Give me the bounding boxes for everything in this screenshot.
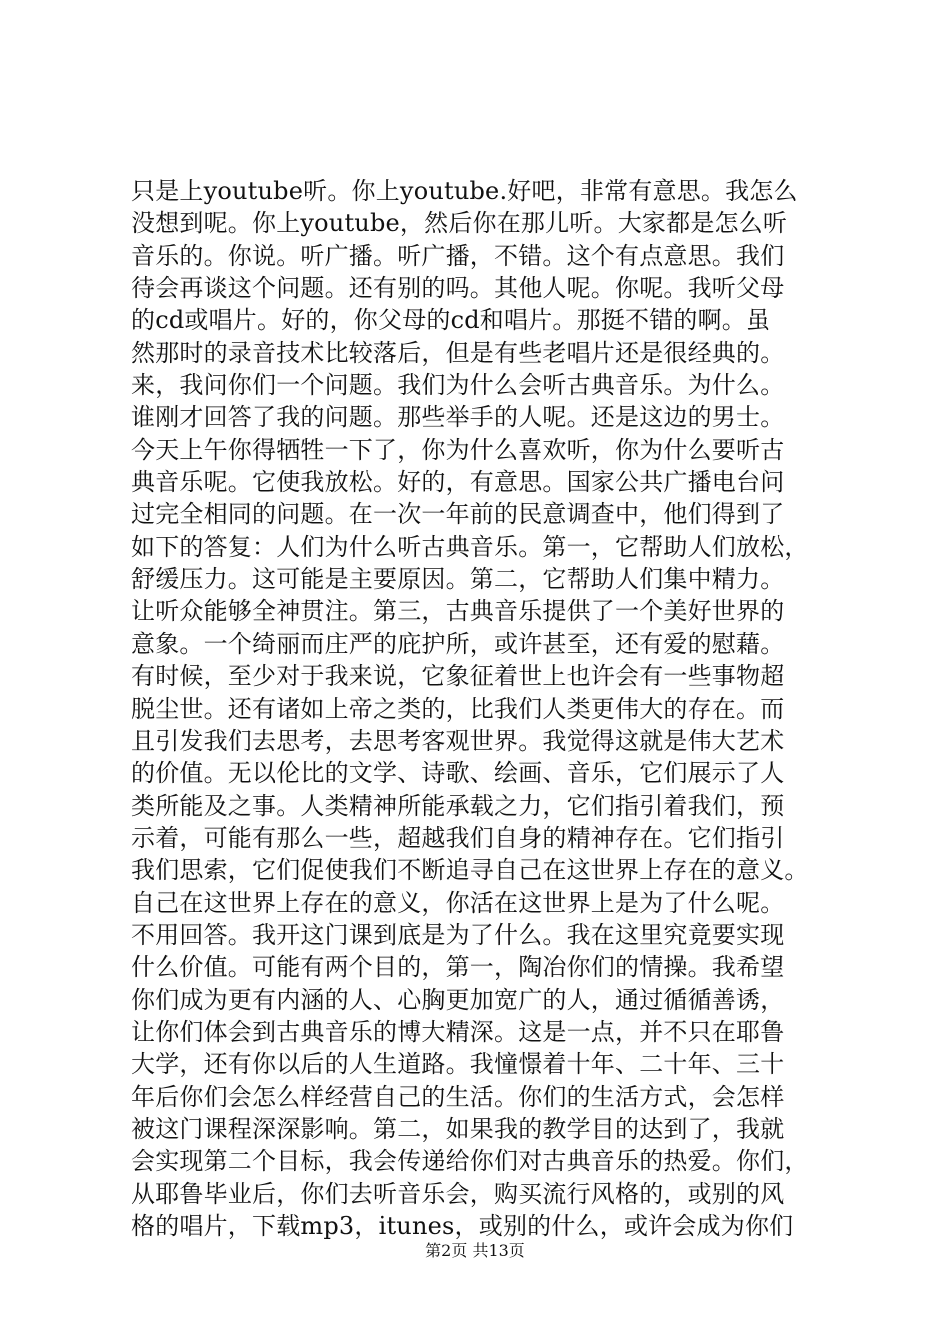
text-line: 只是上youtube听。你上youtube.好吧，非常有意思。我怎么 [131,177,798,205]
text-line: 类所能及之事。人类精神所能承载之力，它们指引着我们，预 [131,791,785,820]
text-line: 有时候，至少对于我来说，它象征着世上也许会有一些事物超 [131,662,785,691]
page-number-footer: 第2页 共13页 [425,1241,525,1260]
text-line: 什么价值。可能有两个目的，第一，陶冶你们的情操。我希望 [131,953,785,982]
text-line: 被这门课程深深影响。第二，如果我的教学目的达到了，我就 [131,1114,785,1143]
text-line: 格的唱片，下载mp3，itunes，或别的什么，或许会成为你们 [131,1212,794,1240]
text-line: 今天上午你得牺牲一下了，你为什么喜欢听，你为什么要听古 [131,435,785,464]
text-line: 谁刚才回答了我的问题。那些举手的人呢。还是这边的男士。 [131,403,785,432]
text-line: 来，我问你们一个问题。我们为什么会听古典音乐。为什么。 [131,371,785,400]
text-line: 没想到呢。你上youtube，然后你在那儿听。大家都是怎么听 [131,209,788,238]
text-line: 示着，可能有那么一些，超越我们自身的精神存在。它们指引 [131,823,785,852]
text-line: 舒缓压力。这可能是主要原因。第二，它帮助人们集中精力。 [131,565,785,594]
text-line: 自己在这世界上存在的意义，你活在这世界上是为了什么呢。 [131,888,785,917]
text-line: 典音乐呢。它使我放松。好的，有意思。国家公共广播电台问 [131,468,785,497]
text-line: 且引发我们去思考，去思考客观世界。我觉得这就是伟大艺术 [131,726,785,755]
text-line: 如下的答复：人们为什么听古典音乐。第一，它帮助人们放松， [131,532,809,561]
text-line: 音乐的。你说。听广播。听广播，不错。这个有点意思。我们 [131,241,785,270]
text-line: 大学，还有你以后的人生道路。我憧憬着十年、二十年、三十 [131,1050,785,1079]
text-line: 年后你们会怎么样经营自己的生活。你们的生活方式，会怎样 [131,1082,785,1111]
text-line: 意象。一个绮丽而庄严的庇护所，或许甚至，还有爱的慰藉。 [131,629,785,658]
text-line: 从耶鲁毕业后，你们去听音乐会，购买流行风格的，或别的风 [131,1179,785,1208]
body-text [131,175,831,1242]
text-line: 你们成为更有内涵的人、心胸更加宽广的人，通过循循善诱， [131,985,785,1014]
text-line: 然那时的录音技术比较落后，但是有些老唱片还是很经典的。 [131,338,785,367]
text-line: 过完全相同的问题。在一次一年前的民意调查中，他们得到了 [131,500,785,529]
text-line: 让听众能够全神贯注。第三，古典音乐提供了一个美好世界的 [131,597,785,626]
text-line: 我们思索，它们促使我们不断追寻自己在这世界上存在的意义。 [131,856,809,885]
text-line: 的cd或唱片。好的，你父母的cd和唱片。那挺不错的啊。虽 [131,306,771,335]
text-line: 的价值。无以伦比的文学、诗歌、绘画、音乐，它们展示了人 [131,759,785,788]
text-line: 让你们体会到古典音乐的博大精深。这是一点，并不只在耶鲁 [131,1017,785,1046]
text-line: 脱尘世。还有诸如上帝之类的，比我们人类更伟大的存在。而 [131,694,785,723]
text-line: 待会再谈这个问题。还有别的吗。其他人呢。你呢。我听父母 [131,274,785,303]
text-line: 会实现第二个目标，我会传递给你们对古典音乐的热爱。你们， [131,1147,809,1176]
text-line: 不用回答。我开这门课到底是为了什么。我在这里究竟要实现 [131,920,785,949]
